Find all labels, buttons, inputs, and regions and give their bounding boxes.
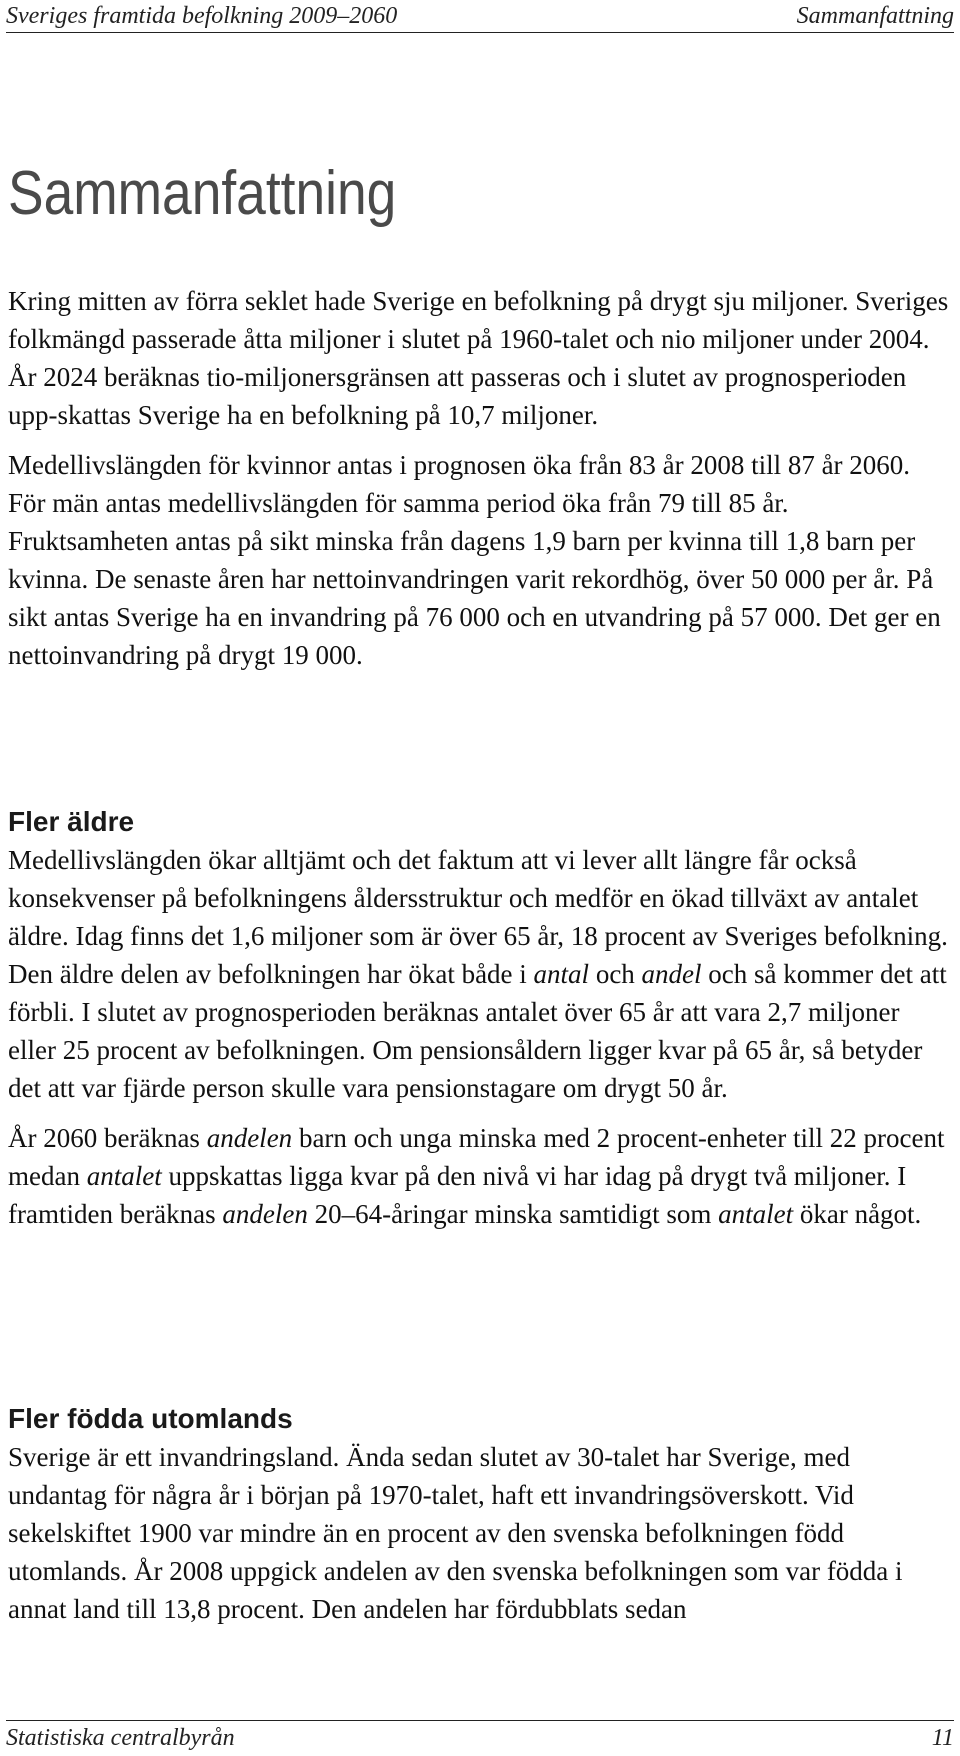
page-number: 11 bbox=[931, 1725, 954, 1751]
text-run: och bbox=[589, 959, 642, 989]
text-run: 20–64-åringar minska samtidigt som bbox=[307, 1199, 719, 1229]
publication-title: Sveriges framtida befolkning 2009–2060 bbox=[6, 3, 398, 29]
emphasis-andel: andel bbox=[641, 959, 702, 989]
text-run: barn och unga minska med 2 procent-enheter till 22 procent medan bbox=[8, 1123, 945, 1191]
section-heading-fler-fodda-utomlands: Fler födda utomlands bbox=[8, 1403, 293, 1434]
section-fler-fodda-utomlands bbox=[8, 1438, 952, 1628]
aldre-paragraph-1 bbox=[8, 841, 952, 1107]
text-run: ökar något. bbox=[793, 1199, 922, 1229]
text-run: År 2060 beräknas bbox=[8, 1123, 207, 1153]
utomlands-paragraph-1: Sverige är ett invandringsland. Ända sedan slutet av 30-talet har Sverige, med undantag för några år i början på 1970-talet, haft ett invandringsöverskott. Vid sekelskiftet 1900 var mindre än en procent av den svenska befolkningen född utomlands. År 2008 uppgick andelen av den svenska befolkningen som var födda i annat land till 13,8 procent. Den andelen har fördubblats sedan bbox=[8, 1442, 903, 1624]
emphasis-andelen: andelen bbox=[222, 1199, 308, 1229]
running-footer bbox=[6, 1720, 954, 1755]
chapter-title: Sammanfattning bbox=[796, 3, 954, 29]
text-run: uppskattas ligga kvar på den nivå vi har idag på drygt två miljoner. I framtiden beräknas bbox=[8, 1161, 907, 1229]
text-run: och så kommer det att förbli. I slutet av prognosperioden beräknas antalet över 65 år att vara 2,7 miljoner eller 25 procent av befolkningen. Om pensionsåldern ligger kvar på 65 år, så betyder det att var fjärde person skulle vara pensionstagare om drygt 50 år. bbox=[8, 959, 947, 1103]
emphasis-antalet: antalet bbox=[86, 1161, 162, 1191]
emphasis-antalet: antalet bbox=[718, 1199, 794, 1229]
intro-paragraph-1: Kring mitten av förra seklet hade Sverige en befolkning på drygt sju miljoner. Sveriges folkmängd passerade åtta miljoner i slutet på 1960-talet och nio miljoner under 2004. År 2024 beräknas tio-miljonersgränsen att passeras och i slutet av prognosperioden upp-skattas Sverige ha en befolkning på 10,7 miljoner. bbox=[8, 286, 949, 430]
emphasis-andelen: andelen bbox=[206, 1123, 293, 1153]
publisher-name: Statistiska centralbyrån bbox=[6, 1725, 235, 1751]
intro-paragraph-2: Medellivslängden för kvinnor antas i prognosen öka från 83 år 2008 till 87 år 2060. För män antas medellivslängden för samma period öka från 79 till 85 år. Fruktsamheten antas på sikt minska från dagens 1,9 barn per kvinna till 1,8 barn per kvinna. De senaste åren har nettoinvandringen varit rekordhög, över 50 000 per år. På sikt antas Sverige ha en invandring på 76 000 och en utvandring på 57 000. Det ger en nettoinvandring på drygt 19 000. bbox=[8, 450, 941, 670]
section-fler-aldre bbox=[8, 841, 952, 1233]
intro-section bbox=[8, 282, 952, 674]
emphasis-antal: antal bbox=[533, 959, 590, 989]
text-run: Medellivslängden ökar alltjämt och det faktum att vi lever allt längre får också konsekvenser på befolkningens åldersstruktur och medför en ökad tillväxt av antalet äldre. Idag finns det 1,6 miljoner som är över 65 år, 18 procent av Sveriges befolkning. Den äldre delen av befolkningen har ökat både i bbox=[8, 845, 948, 989]
aldre-paragraph-2 bbox=[8, 1119, 952, 1233]
section-heading-fler-aldre: Fler äldre bbox=[8, 806, 135, 837]
running-header bbox=[6, 2, 954, 33]
page-title: Sammanfattning bbox=[8, 159, 397, 228]
